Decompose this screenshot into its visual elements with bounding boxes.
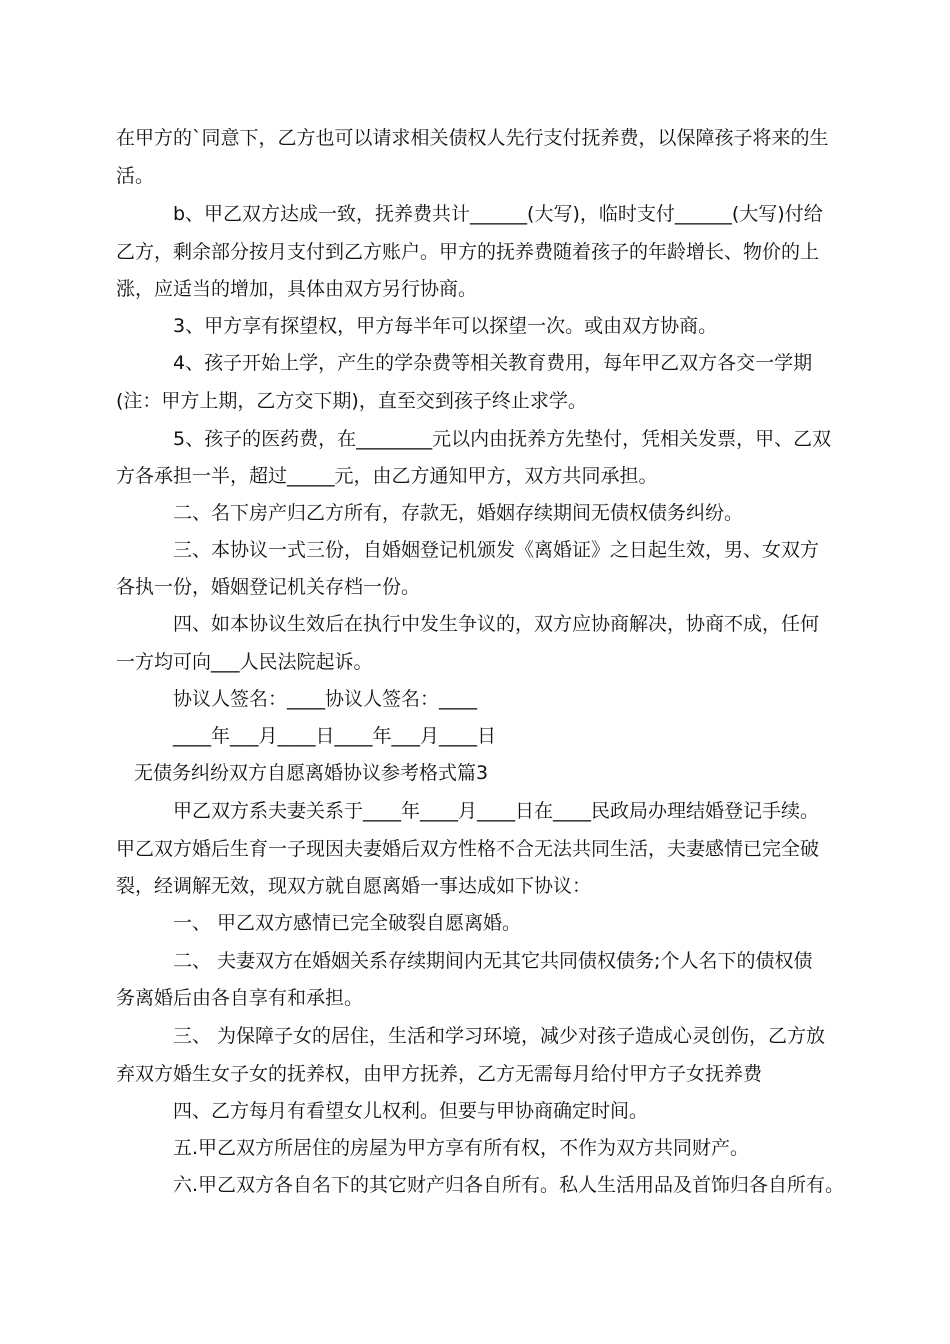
text-line: 五.甲乙双方所居住的房屋为甲方享有所有权，不作为双方共同财产。 (173, 1137, 750, 1159)
text-line: 4、孩子开始上学，产生的学杂费等相关教育费用，每年甲乙双方各交一学期 (173, 352, 813, 374)
text-line: 裂，经调解无效，现双方就自愿离婚一事达成如下协议： (116, 875, 592, 897)
text-line: 甲乙双方系夫妻关系于____年____月____日在____民政局办理结婚登记手续。 (173, 800, 820, 822)
text-line: 各执一份，婚姻登记机关存档一份。 (116, 576, 421, 598)
text-line: 弃双方婚生女子女的抚养权，由甲方抚养，乙方无需每月给付甲方子女抚养费 (116, 1063, 763, 1085)
text-line: 四、乙方每月有看望女儿权利。但要与甲协商确定时间。 (173, 1100, 649, 1122)
text-line: 二、名下房产归乙方所有，存款无，婚姻存续期间无债权债务纠纷。 (173, 502, 744, 524)
text-line: 一、 甲乙双方感情已完全破裂自愿离婚。 (173, 912, 522, 934)
text-line: 务离婚后由各自享有和承担。 (116, 987, 364, 1009)
text-line: 三、本协议一式三份，自婚姻登记机颁发《离婚证》之日起生效，男、女双方 (173, 539, 820, 561)
text-line: 甲乙双方婚后生育一子现因夫妻婚后双方性格不合无法共同生活，夫妻感情已完全破 (116, 838, 820, 860)
section-heading: 无债务纠纷双方自愿离婚协议参考格式篇3 (134, 762, 489, 784)
text-line: (注：甲方上期，乙方交下期)，直至交到孩子终止求学。 (116, 390, 587, 412)
text-line: 活。 (116, 165, 155, 187)
text-line: 乙方，剩余部分按月支付到乙方账户。甲方的抚养费随着孩子的年龄增长、物价的上 (116, 241, 820, 263)
text-line: 3、甲方享有探望权，甲方每半年可以探望一次。或由双方协商。 (173, 315, 718, 337)
text-line: 六.甲乙双方各自名下的其它财产归各自所有。私人生活用品及首饰归各自所有。 (173, 1174, 845, 1196)
text-line: 三、 为保障子女的居住，生活和学习环境，减少对孩子造成心灵创伤，乙方放 (173, 1025, 826, 1047)
text-line: 一方均可向___人民法院起诉。 (116, 651, 373, 673)
signature-line: 协议人签名：____协议人签名：____ (173, 688, 478, 710)
text-line: 涨，应适当的增加，具体由双方另行协商。 (116, 278, 478, 300)
date-line: ____年___月____日____年___月____日 (173, 725, 497, 747)
text-line: 5、孩子的医药费，在________元以内由抚养方先垫付，凭相关发票，甲、乙双 (173, 428, 832, 450)
text-line: 二、 夫妻双方在婚姻关系存续期间内无其它共同债权债务;个人名下的债权债 (173, 950, 813, 972)
text-line: 四、如本协议生效后在执行中发生争议的，双方应协商解决，协商不成，任何 (173, 613, 820, 635)
text-line: 方各承担一半，超过_____元，由乙方通知甲方，双方共同承担。 (116, 465, 658, 487)
text-line: 在甲方的`同意下，乙方也可以请求相关债权人先行支付抚养费，以保障孩子将来的生 (116, 127, 829, 149)
text-line: b、甲乙双方达成一致，抚养费共计______(大写)，临时支付______(大写)付给 (173, 203, 823, 225)
